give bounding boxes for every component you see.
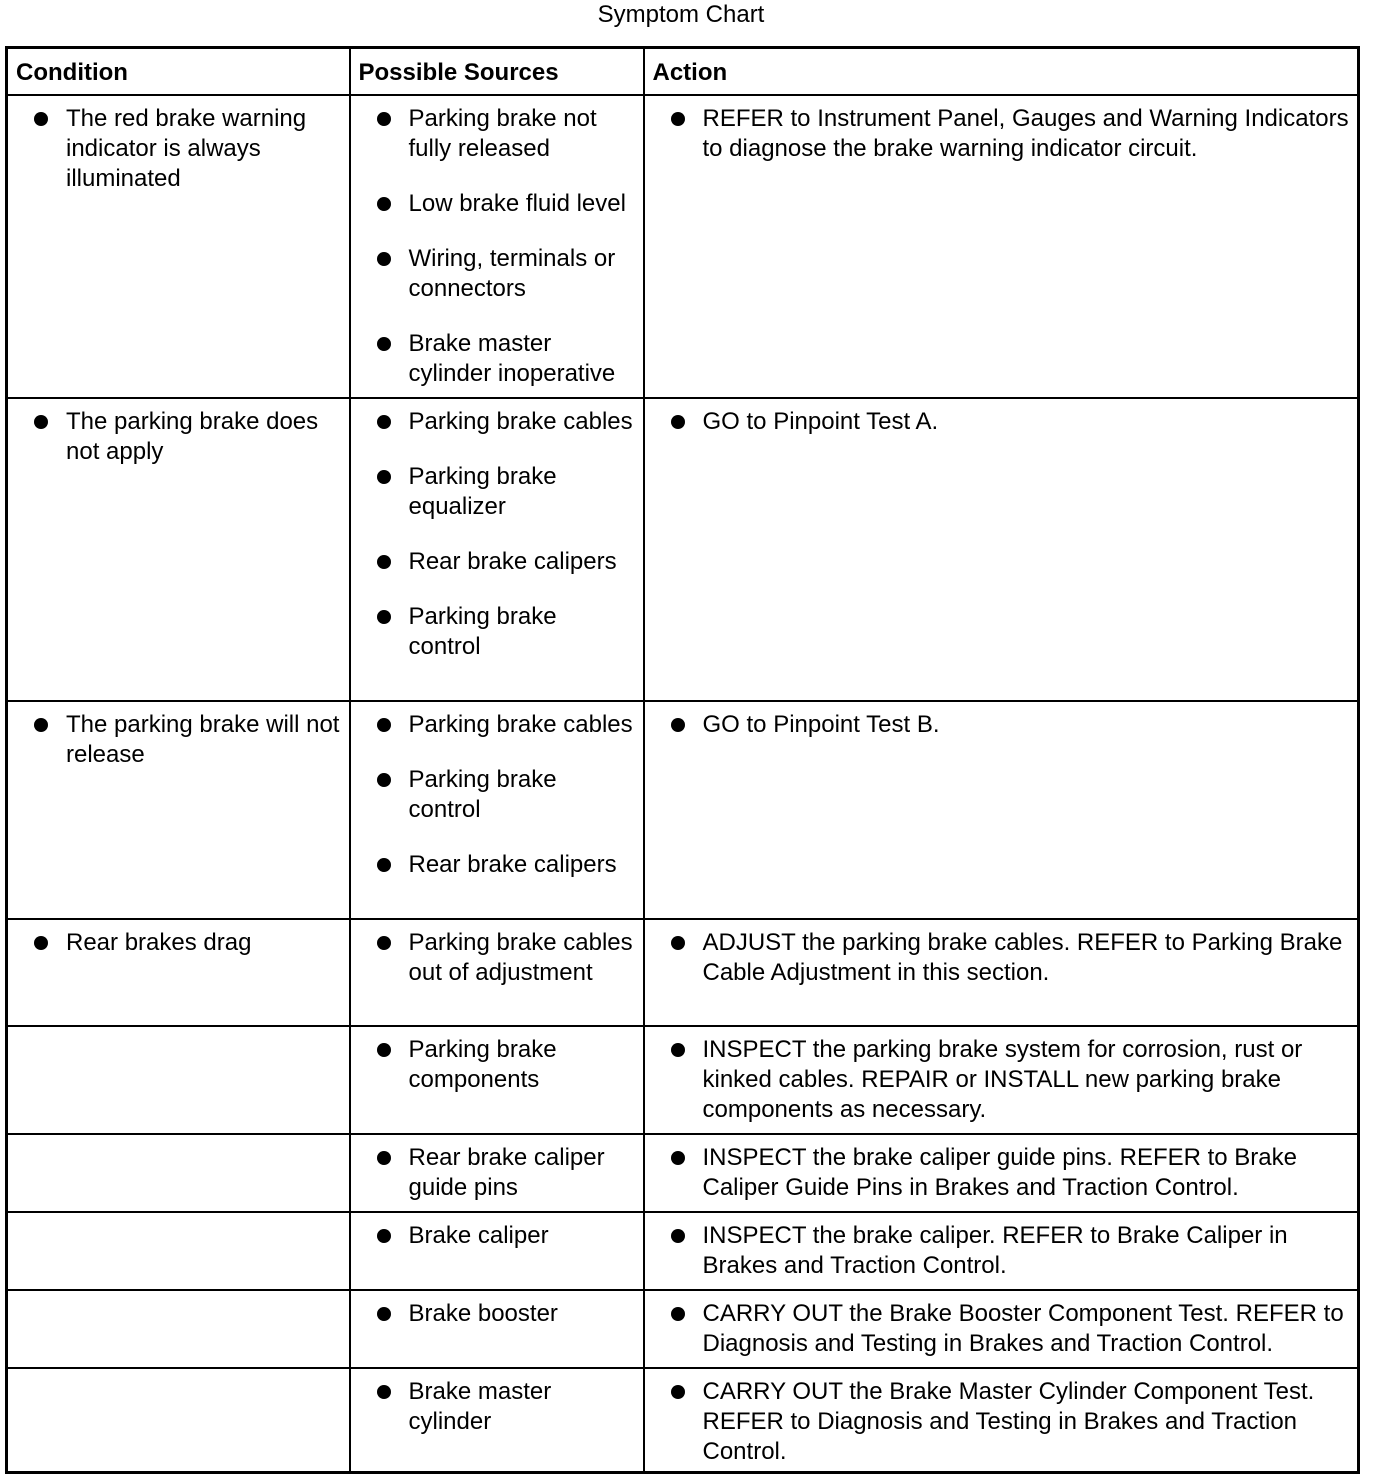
sources-list — [351, 1377, 635, 1437]
bullet-icon — [377, 858, 391, 872]
action-cell — [644, 1134, 1359, 1212]
sources-list — [351, 928, 635, 988]
list-item — [8, 104, 341, 194]
sources-list — [351, 104, 635, 389]
bullet-icon — [377, 610, 391, 624]
bullet-icon — [671, 1307, 685, 1321]
sources-cell — [350, 1134, 644, 1212]
bullet-icon — [377, 197, 391, 211]
action-list — [645, 1221, 1350, 1281]
list-item — [351, 928, 635, 988]
table-row — [7, 701, 1359, 919]
action-cell — [644, 95, 1359, 398]
condition-list — [8, 104, 341, 194]
action-text: CARRY OUT the Brake Booster Component Test. REFER to Diagnosis and Testing in Brakes and Traction Control. — [702, 1299, 1344, 1357]
condition-cell — [7, 1026, 350, 1134]
sources-cell — [350, 1290, 644, 1368]
bullet-icon — [671, 415, 685, 429]
table-row — [7, 1290, 1359, 1368]
sources-cell — [350, 919, 644, 1026]
list-item — [351, 547, 635, 577]
action-list — [645, 104, 1350, 164]
bullet-icon — [671, 1151, 685, 1165]
list-item — [351, 407, 635, 437]
bullet-icon — [377, 415, 391, 429]
sources-text: Parking brake control — [408, 602, 557, 660]
sources-text: Low brake fluid level — [408, 189, 626, 217]
list-item — [645, 710, 1350, 740]
action-cell — [644, 1368, 1359, 1473]
bullet-icon — [671, 718, 685, 732]
table-row — [7, 95, 1359, 398]
sources-cell — [350, 1212, 644, 1290]
list-item — [645, 928, 1350, 988]
sources-cell — [350, 701, 644, 919]
bullet-icon — [671, 936, 685, 950]
condition-text: The parking brake does not apply — [66, 407, 319, 465]
condition-cell — [7, 1290, 350, 1368]
condition-cell — [7, 1134, 350, 1212]
action-text: GO to Pinpoint Test B. — [702, 710, 940, 738]
list-item — [645, 1299, 1350, 1359]
sources-text: Brake master cylinder — [408, 1377, 552, 1435]
action-text: CARRY OUT the Brake Master Cylinder Component Test. REFER to Diagnosis and Testing in Brakes and Traction Control. — [702, 1377, 1315, 1465]
action-list — [645, 928, 1350, 988]
list-item — [645, 1221, 1350, 1281]
condition-cell — [7, 1368, 350, 1473]
condition-cell — [7, 95, 350, 398]
list-item — [645, 1035, 1350, 1125]
header-action: Action — [644, 48, 1359, 95]
table-row — [7, 1026, 1359, 1134]
sources-cell — [350, 1368, 644, 1473]
sources-list — [351, 1035, 635, 1095]
condition-text: The red brake warning indicator is always illuminated — [66, 104, 307, 192]
list-item — [351, 244, 635, 304]
sources-text: Brake booster — [408, 1299, 558, 1327]
list-item — [8, 928, 341, 958]
sources-text: Rear brake caliper guide pins — [408, 1143, 605, 1201]
sources-text: Rear brake calipers — [408, 850, 617, 878]
action-text: GO to Pinpoint Test A. — [702, 407, 939, 435]
action-text: REFER to Instrument Panel, Gauges and Warning Indicators to diagnose the brake warning indicator circuit. — [702, 104, 1349, 162]
condition-text: Rear brakes drag — [66, 928, 252, 956]
list-item — [351, 104, 635, 164]
list-item — [351, 1377, 635, 1437]
bullet-icon — [671, 1229, 685, 1243]
list-item — [645, 1377, 1350, 1467]
sources-text: Brake master cylinder inoperative — [408, 329, 616, 387]
condition-list — [8, 710, 341, 770]
header-possible-sources: Possible Sources — [350, 48, 644, 95]
header-condition: Condition — [7, 48, 350, 95]
action-list — [645, 710, 1350, 740]
bullet-icon — [377, 112, 391, 126]
list-item — [351, 710, 635, 740]
bullet-icon — [34, 718, 48, 732]
action-list — [645, 1299, 1350, 1359]
list-item — [8, 710, 341, 770]
list-item — [351, 189, 635, 219]
bullet-icon — [671, 1385, 685, 1399]
action-list — [645, 1377, 1350, 1467]
bullet-icon — [377, 1307, 391, 1321]
sources-text: Rear brake calipers — [408, 547, 617, 575]
sources-text: Parking brake equalizer — [408, 462, 557, 520]
condition-list — [8, 928, 341, 958]
header-row — [7, 48, 1359, 95]
sources-text: Brake caliper — [408, 1221, 549, 1249]
sources-text: Parking brake cables out of adjustment — [408, 928, 633, 986]
sources-cell — [350, 95, 644, 398]
bullet-icon — [671, 1043, 685, 1057]
sources-list — [351, 1299, 635, 1329]
bullet-icon — [377, 1229, 391, 1243]
list-item — [645, 104, 1350, 164]
symptom-chart-table — [5, 46, 1360, 1474]
table-body — [7, 95, 1359, 1473]
list-item — [351, 765, 635, 825]
bullet-icon — [377, 555, 391, 569]
bullet-icon — [377, 470, 391, 484]
sources-list — [351, 1143, 635, 1203]
action-cell — [644, 1026, 1359, 1134]
sources-cell — [350, 1026, 644, 1134]
bullet-icon — [377, 1043, 391, 1057]
sources-list — [351, 407, 635, 662]
sources-text: Parking brake not fully released — [408, 104, 597, 162]
action-cell — [644, 398, 1359, 701]
bullet-icon — [377, 1151, 391, 1165]
condition-cell — [7, 919, 350, 1026]
action-text: ADJUST the parking brake cables. REFER to Parking Brake Cable Adjustment in this section. — [702, 928, 1343, 986]
action-text: INSPECT the brake caliper. REFER to Brake Caliper in Brakes and Traction Control. — [702, 1221, 1288, 1279]
table-row — [7, 1368, 1359, 1473]
sources-text: Wiring, terminals or connectors — [408, 244, 616, 302]
action-text: INSPECT the brake caliper guide pins. REFER to Brake Caliper Guide Pins in Brakes and Traction Control. — [702, 1143, 1297, 1201]
page-title: Symptom Chart — [597, 1, 765, 28]
list-item — [351, 1035, 635, 1095]
condition-cell — [7, 1212, 350, 1290]
bullet-icon — [34, 936, 48, 950]
table-row — [7, 919, 1359, 1026]
table-row — [7, 1134, 1359, 1212]
sources-list — [351, 1221, 635, 1251]
sources-cell — [350, 398, 644, 701]
list-item — [351, 462, 635, 522]
bullet-icon — [671, 112, 685, 126]
bullet-icon — [34, 112, 48, 126]
bullet-icon — [377, 337, 391, 351]
bullet-icon — [377, 252, 391, 266]
sources-text: Parking brake components — [408, 1035, 557, 1093]
condition-list — [8, 407, 341, 467]
bullet-icon — [34, 415, 48, 429]
action-cell — [644, 1290, 1359, 1368]
list-item — [351, 1221, 635, 1251]
list-item — [645, 1143, 1350, 1203]
action-list — [645, 1143, 1350, 1203]
list-item — [351, 850, 635, 880]
condition-cell — [7, 398, 350, 701]
sources-text: Parking brake control — [408, 765, 557, 823]
list-item — [8, 407, 341, 467]
condition-cell — [7, 701, 350, 919]
bullet-icon — [377, 718, 391, 732]
action-cell — [644, 701, 1359, 919]
action-list — [645, 407, 1350, 437]
sources-text: Parking brake cables — [408, 710, 633, 738]
action-cell — [644, 1212, 1359, 1290]
condition-text: The parking brake will not release — [66, 710, 340, 768]
action-text: INSPECT the parking brake system for corrosion, rust or kinked cables. REPAIR or INSTALL new parking brake components as necessary. — [702, 1035, 1303, 1123]
sources-list — [351, 710, 635, 880]
table-row — [7, 398, 1359, 701]
action-cell — [644, 919, 1359, 1026]
bullet-icon — [377, 1385, 391, 1399]
table-row — [7, 1212, 1359, 1290]
list-item — [351, 602, 635, 662]
action-list — [645, 1035, 1350, 1125]
list-item — [645, 407, 1350, 437]
bullet-icon — [377, 773, 391, 787]
sources-text: Parking brake cables — [408, 407, 633, 435]
list-item — [351, 329, 635, 389]
list-item — [351, 1143, 635, 1203]
bullet-icon — [377, 936, 391, 950]
list-item — [351, 1299, 635, 1329]
